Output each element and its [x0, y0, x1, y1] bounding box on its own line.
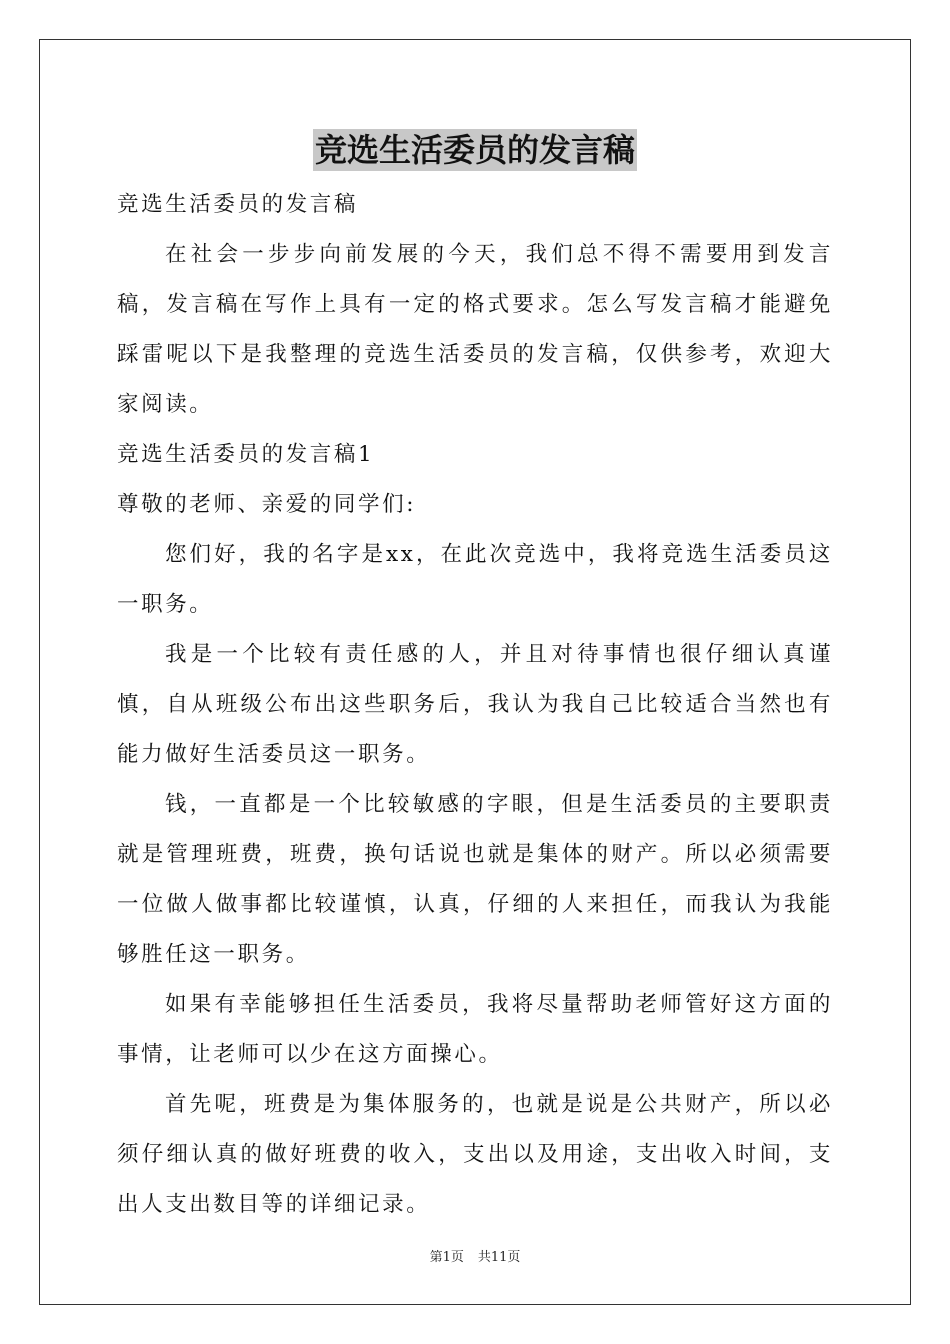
section-heading: 竞选生活委员的发言稿1	[117, 442, 375, 467]
subtitle-line: 竞选生活委员的发言稿	[117, 192, 359, 217]
body-paragraph: 首先呢，班费是为集体服务的，也就是说是公共财产，所以必须仔细认真的做好班费的收入，支出以及用途，支出收入时间，支出人支出数目等的详细记录。	[117, 1092, 833, 1217]
page-total: 共11页	[477, 1250, 521, 1265]
document-body	[117, 180, 833, 1230]
body-paragraph: 如果有幸能够担任生活委员，我将尽量帮助老师管好这方面的事情，让老师可以少在这方面操心。	[117, 992, 833, 1067]
document-title	[0, 128, 950, 172]
page-number: 第1页	[429, 1250, 464, 1265]
salutation: 尊敬的老师、亲爱的同学们:	[117, 492, 417, 517]
body-paragraph: 我是一个比较有责任感的人，并且对待事情也很仔细认真谨慎，自从班级公布出这些职务后，我认为我自己比较适合当然也有能力做好生活委员这一职务。	[117, 642, 833, 767]
body-paragraph: 您们好，我的名字是xx，在此次竞选中，我将竞选生活委员这一职务。	[117, 542, 833, 617]
intro-paragraph: 在社会一步步向前发展的今天，我们总不得不需要用到发言稿，发言稿在写作上具有一定的格式要求。怎么写发言稿才能避免踩雷呢以下是我整理的竞选生活委员的发言稿，仅供参考，欢迎大家阅读。	[117, 242, 833, 417]
document-title-text: 竞选生活委员的发言稿	[314, 131, 635, 169]
page-footer	[0, 1246, 950, 1265]
body-paragraph: 钱，一直都是一个比较敏感的字眼，但是生活委员的主要职责就是管理班费，班费，换句话说也就是集体的财产。所以必须需要一位做人做事都比较谨慎，认真，仔细的人来担任，而我认为我能够胜任这一职务。	[117, 792, 833, 967]
